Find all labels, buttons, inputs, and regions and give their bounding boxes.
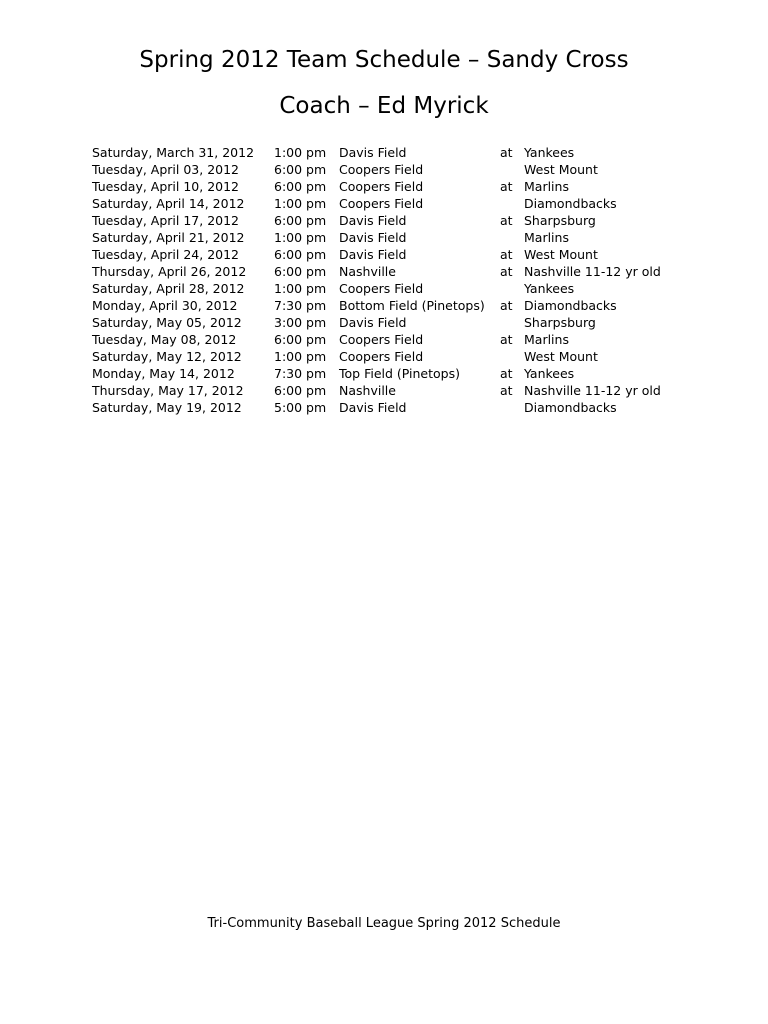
game-date: Tuesday, April 10, 2012 [92, 179, 240, 194]
game-field: Nashville [339, 383, 396, 398]
game-time: 6:00 pm [274, 247, 327, 262]
game-time: 6:00 pm [274, 383, 327, 398]
game-field: Coopers Field [339, 196, 424, 211]
schedule-row [92, 297, 674, 314]
opponent: Sharpsburg [524, 315, 596, 330]
opponent: Sharpsburg [524, 213, 596, 228]
game-date: Monday, April 30, 2012 [92, 298, 238, 313]
away-marker: at [500, 213, 513, 228]
game-field: Nashville [339, 264, 396, 279]
away-marker [500, 399, 524, 416]
game-date: Tuesday, April 17, 2012 [92, 213, 240, 228]
opponent: Diamondbacks [524, 298, 617, 313]
document-footer: Tri-Community Baseball League Spring 2012 Schedule [207, 916, 561, 931]
game-field: Davis Field [339, 230, 407, 245]
game-field: Coopers Field [339, 162, 424, 177]
opponent: Yankees [524, 145, 575, 160]
schedule-row [92, 178, 674, 195]
opponent: Nashville 11-12 yr old [524, 264, 661, 279]
game-time: 6:00 pm [274, 332, 327, 347]
game-time: 6:00 pm [274, 162, 327, 177]
game-time: 1:00 pm [274, 145, 327, 160]
game-field: Top Field (Pinetops) [339, 366, 460, 381]
schedule-table [92, 144, 674, 416]
schedule-row [92, 382, 674, 399]
game-time: 6:00 pm [274, 179, 327, 194]
opponent: West Mount [524, 162, 598, 177]
game-date: Thursday, May 17, 2012 [92, 383, 244, 398]
opponent: Diamondbacks [524, 196, 617, 211]
game-time: 7:30 pm [274, 298, 327, 313]
game-time: 3:00 pm [274, 315, 327, 330]
game-date: Saturday, April 14, 2012 [92, 196, 245, 211]
away-marker: at [500, 383, 513, 398]
game-time: 1:00 pm [274, 196, 327, 211]
schedule-row [92, 280, 674, 297]
game-field: Davis Field [339, 145, 407, 160]
schedule-row [92, 399, 674, 416]
game-date: Thursday, April 26, 2012 [92, 264, 247, 279]
game-date: Saturday, April 21, 2012 [92, 230, 245, 245]
game-date: Saturday, May 12, 2012 [92, 349, 242, 364]
game-time: 5:00 pm [274, 400, 327, 415]
coach-subtitle: Coach – Ed Myrick [279, 93, 489, 119]
game-time: 1:00 pm [274, 349, 327, 364]
away-marker: at [500, 332, 513, 347]
game-field: Coopers Field [339, 332, 424, 347]
opponent: Yankees [524, 281, 575, 296]
away-marker: at [500, 298, 513, 313]
game-time: 6:00 pm [274, 264, 327, 279]
opponent: Marlins [524, 230, 569, 245]
opponent: Marlins [524, 332, 569, 347]
game-date: Saturday, April 28, 2012 [92, 281, 245, 296]
game-field: Coopers Field [339, 349, 424, 364]
schedule-row [92, 314, 674, 331]
schedule-row [92, 161, 674, 178]
game-field: Bottom Field (Pinetops) [339, 298, 485, 313]
game-time: 7:30 pm [274, 366, 327, 381]
game-field: Davis Field [339, 315, 407, 330]
game-field: Davis Field [339, 213, 407, 228]
game-date: Saturday, May 19, 2012 [92, 400, 242, 415]
schedule-row [92, 212, 674, 229]
schedule-row [92, 331, 674, 348]
schedule-row [92, 229, 674, 246]
schedule-row [92, 348, 674, 365]
opponent: West Mount [524, 349, 598, 364]
game-date: Tuesday, April 24, 2012 [92, 247, 240, 262]
game-field: Coopers Field [339, 281, 424, 296]
schedule-row [92, 263, 674, 280]
away-marker: at [500, 145, 513, 160]
away-marker [500, 280, 524, 297]
schedule-row [92, 195, 674, 212]
opponent: Diamondbacks [524, 400, 617, 415]
game-field: Davis Field [339, 400, 407, 415]
game-date: Saturday, May 05, 2012 [92, 315, 242, 330]
game-date: Monday, May 14, 2012 [92, 366, 235, 381]
schedule-body [92, 144, 674, 416]
opponent: Nashville 11-12 yr old [524, 383, 661, 398]
away-marker: at [500, 247, 513, 262]
game-date: Tuesday, April 03, 2012 [92, 162, 240, 177]
away-marker [500, 229, 524, 246]
game-field: Davis Field [339, 247, 407, 262]
schedule-row [92, 365, 674, 382]
game-date: Saturday, March 31, 2012 [92, 145, 255, 160]
away-marker: at [500, 264, 513, 279]
opponent: Marlins [524, 179, 569, 194]
game-field: Coopers Field [339, 179, 424, 194]
opponent: Yankees [524, 366, 575, 381]
game-time: 1:00 pm [274, 281, 327, 296]
away-marker: at [500, 179, 513, 194]
away-marker [500, 161, 524, 178]
away-marker: at [500, 366, 513, 381]
away-marker [500, 314, 524, 331]
opponent: West Mount [524, 247, 598, 262]
game-time: 6:00 pm [274, 213, 327, 228]
schedule-row [92, 246, 674, 263]
schedule-row [92, 144, 674, 161]
game-date: Tuesday, May 08, 2012 [92, 332, 237, 347]
away-marker [500, 348, 524, 365]
game-time: 1:00 pm [274, 230, 327, 245]
away-marker [500, 195, 524, 212]
document-title: Spring 2012 Team Schedule – Sandy Cross [139, 47, 629, 73]
